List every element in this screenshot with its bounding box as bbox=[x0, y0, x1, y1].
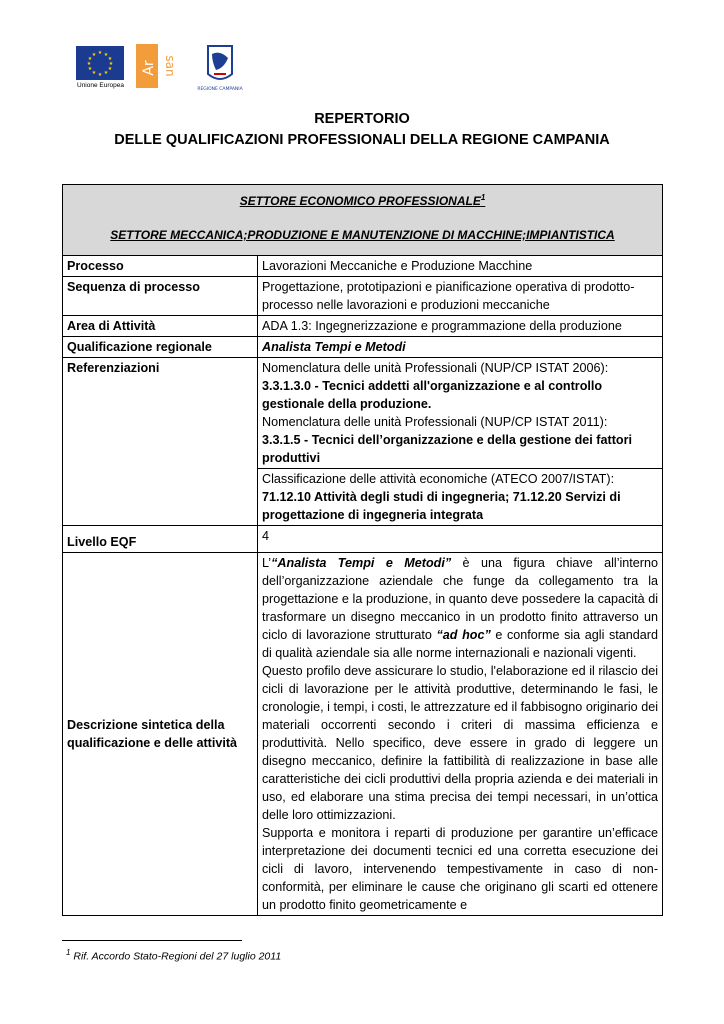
sector-heading: SETTORE ECONOMICO PROFESSIONALE bbox=[239, 194, 481, 208]
svg-text:★: ★ bbox=[103, 70, 109, 76]
row-value-sequenza: Progettazione, prototipazioni e pianificazione operativa di prodotto-processo nelle lavorazioni e produzioni meccaniche bbox=[258, 277, 663, 316]
nup2011-value: 3.3.1.5 - Tecnici dell’organizzazione e della gestione dei fattori produttivi bbox=[262, 433, 632, 465]
nup2011-label: Nomenclatura delle unità Professionali (NUP/CP ISTAT 2011): bbox=[262, 415, 608, 429]
row-value-area: ADA 1.3: Ingegnerizzazione e programmazione della produzione bbox=[258, 316, 663, 337]
desc-p1-prefix: L’ bbox=[262, 556, 272, 570]
eu-caption: Unione Europea bbox=[77, 82, 124, 89]
row-value-eqf: 4 bbox=[258, 526, 663, 553]
row-value-ateco bbox=[258, 469, 663, 526]
svg-text:★: ★ bbox=[107, 56, 113, 62]
row-value-processo: Lavorazioni Meccaniche e Produzione Macchine bbox=[258, 256, 663, 277]
svg-text:★: ★ bbox=[86, 61, 92, 67]
row-label-area: Area di Attività bbox=[63, 316, 258, 337]
row-value-nup bbox=[258, 358, 663, 469]
svg-text:★: ★ bbox=[97, 50, 103, 56]
title-line-2: DELLE QUALIFICAZIONI PROFESSIONALI DELLA REGIONE CAMPANIA bbox=[114, 132, 610, 148]
row-label-processo: Processo bbox=[63, 256, 258, 277]
svg-text:★: ★ bbox=[91, 52, 97, 58]
footnote-divider bbox=[62, 940, 242, 941]
nup2006-label: Nomenclatura delle unità Professionali (NUP/CP ISTAT 2006): bbox=[262, 361, 609, 375]
footnote-number: 1 bbox=[66, 948, 71, 957]
svg-text:★: ★ bbox=[107, 66, 113, 72]
svg-text:★: ★ bbox=[97, 72, 103, 78]
sector-name: SETTORE MECCANICA;PRODUZIONE E MANUTENZIONE DI MACCHINE;IMPIANTISTICA bbox=[110, 228, 615, 242]
qualification-table bbox=[62, 184, 663, 916]
row-label-qualificazione: Qualificazione regionale bbox=[63, 337, 258, 358]
table-row bbox=[63, 256, 663, 277]
svg-text:REGIONE CAMPANIA: REGIONE CAMPANIA bbox=[197, 87, 243, 92]
header-row bbox=[63, 185, 663, 256]
row-label-referenziazioni: Referenziazioni bbox=[63, 358, 258, 526]
desc-p1-adhoc: “ad hoc” bbox=[436, 628, 491, 642]
svg-text:★: ★ bbox=[108, 61, 114, 67]
table-row bbox=[63, 316, 663, 337]
row-label-sequenza: Sequenza di processo bbox=[63, 277, 258, 316]
description-paragraph-1 bbox=[262, 554, 658, 662]
svg-text:★: ★ bbox=[87, 56, 93, 62]
footnote bbox=[66, 948, 281, 963]
table-row bbox=[63, 526, 663, 553]
row-label-eqf: Livello EQF bbox=[63, 526, 258, 553]
description-paragraph-3: Supporta e monitora i reparti di produzione per garantire un’efficace interpretazione dei documenti tecnici ed una corretta esecuzione dei cicli di lavoro, intervenendo tempestivamente in caso di non-conformità, per eliminare le cause che originano gli scarti ed ottenere un prodotto finito geometricamente e bbox=[262, 826, 659, 912]
description-paragraph-2: Questo profilo deve assicurare lo studio, l'elaborazione ed il rilascio dei cicli di lavorazione per le attività produttive, determinando le fasi, le cronologie, i tempi, i costi, le attrezzature ed il fabbisogno originario dei materiali occorrenti secondo i criteri di massima efficienza e produttività. Nello specifico, deve essere in grado di leggere un disegno meccanico, definire la fattibilità di realizzazione in base alle caratteristiche dei cicli produttivi della propria azienda e dei materiali in uso, ed elaborare una stima precisa dei tempi necessari, in un’ottica delle loro ottimizzazioni. bbox=[262, 664, 659, 822]
nup2006-value: 3.3.1.3.0 - Tecnici addetti all'organizzazione e al controllo gestionale della produzione. bbox=[262, 379, 603, 411]
desc-p1-role: “Analista Tempi e Metodi” bbox=[271, 556, 452, 570]
footnote-text: Rif. Accordo Stato-Regioni del 27 luglio 2011 bbox=[73, 950, 282, 963]
eu-flag-logo bbox=[76, 46, 124, 80]
ateco-value: 71.12.10 Attività degli studi di ingegneria; 71.12.20 Servizi di progettazione di ingegneria integrata bbox=[262, 490, 621, 522]
table-row bbox=[63, 277, 663, 316]
arsan-logo bbox=[136, 44, 180, 88]
ateco-label: Classificazione delle attività economiche (ATECO 2007/ISTAT): bbox=[262, 472, 615, 486]
table-row bbox=[63, 337, 663, 358]
svg-text:★: ★ bbox=[87, 66, 93, 72]
svg-text:★: ★ bbox=[103, 52, 109, 58]
title-line-1: REPERTORIO bbox=[314, 111, 410, 127]
svg-text:★: ★ bbox=[91, 70, 97, 76]
svg-text:Ar: Ar bbox=[141, 60, 157, 76]
svg-text:san: san bbox=[163, 55, 177, 77]
row-label-descrizione: Descrizione sintetica della qualificazione e delle attività bbox=[63, 553, 258, 916]
desc-p1-body: è una figura chiave all’interno dell’organizzazione aziendale che funge da collegamento tra la progettazione e la produzione, in quanto deve possedere la capacità di trasformare un disegno meccanico in un prodotto finito attraverso un ciclo di lavorazione strutturato bbox=[262, 556, 659, 642]
table-row bbox=[63, 358, 663, 469]
row-value-descrizione bbox=[258, 553, 663, 916]
footnote-ref: 1 bbox=[480, 193, 486, 202]
table-row bbox=[63, 553, 663, 916]
desc-p1-end: e conforme sia agli standard di qualità aziendale sia alle norme internazionali e nazionali vigenti. bbox=[262, 628, 658, 660]
document-title bbox=[0, 109, 724, 151]
row-value-qualificazione: Analista Tempi e Metodi bbox=[258, 337, 663, 358]
regione-campania-logo bbox=[197, 44, 243, 94]
